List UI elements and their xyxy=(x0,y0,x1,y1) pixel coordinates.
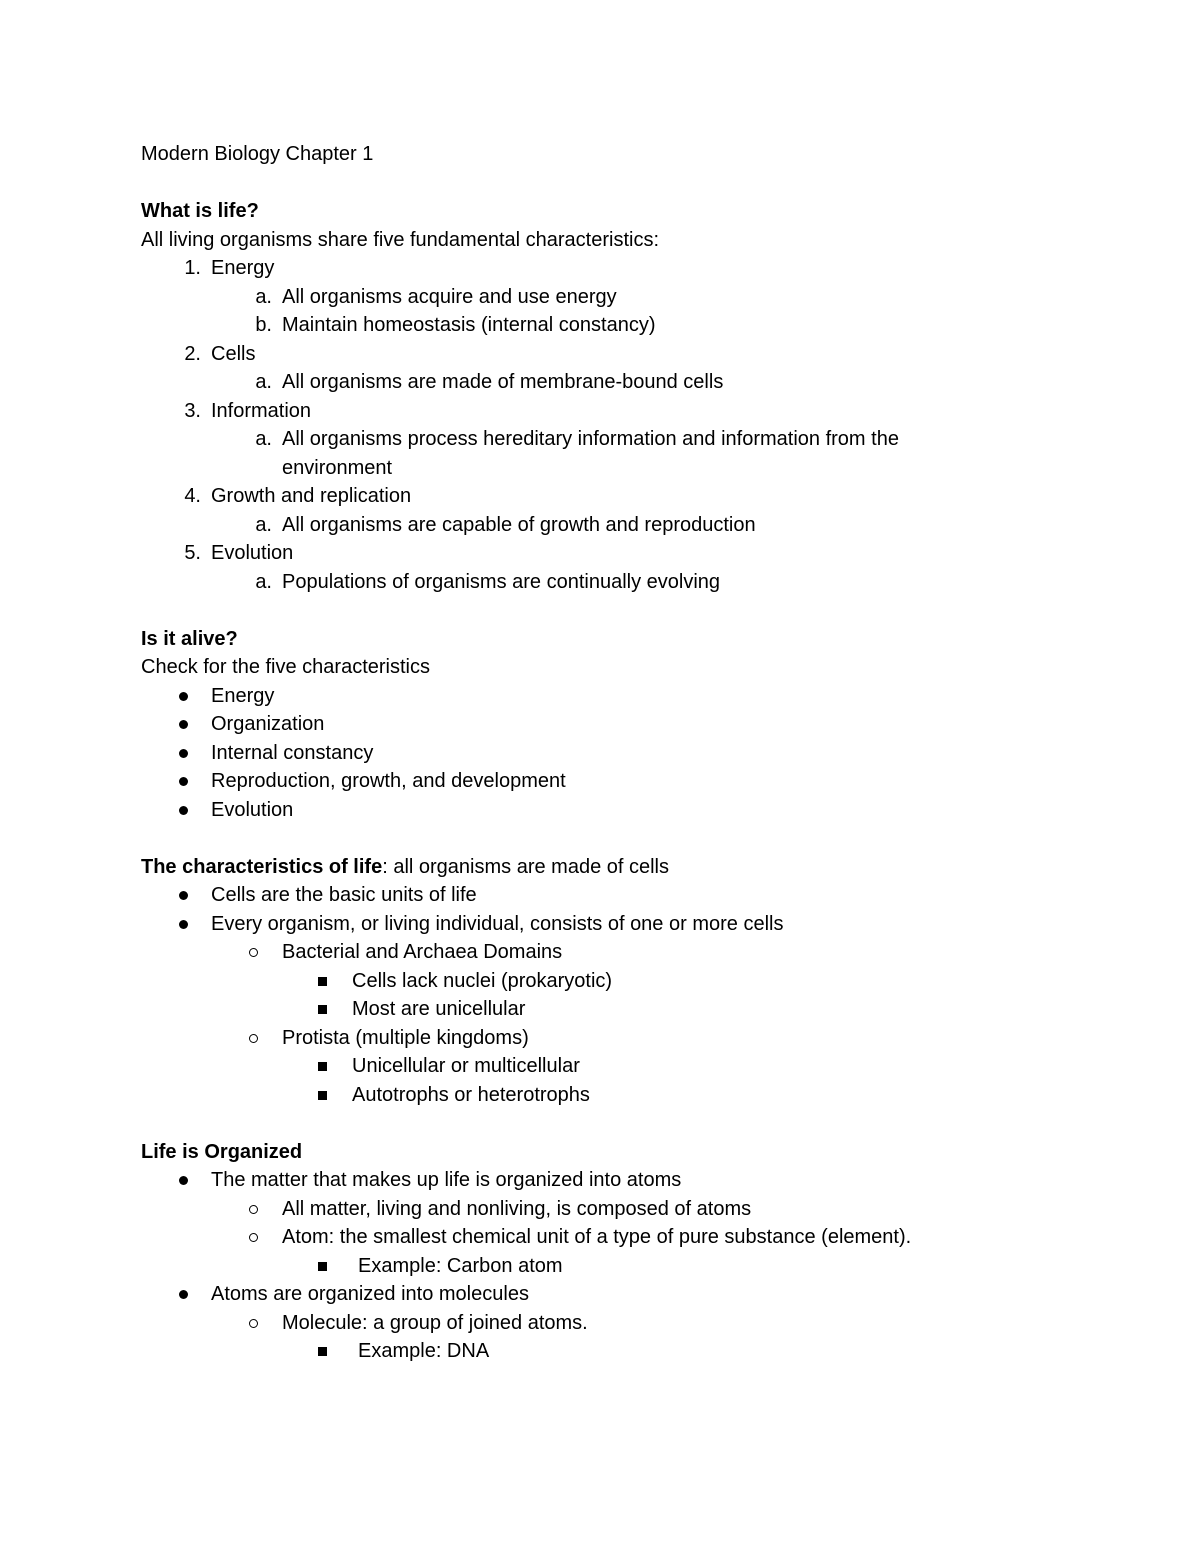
list-number: 1. xyxy=(184,257,201,279)
bullet-square-icon xyxy=(318,1005,327,1014)
lettered-item xyxy=(141,368,1101,397)
sub-sub-bullet-text: Example: Carbon atom xyxy=(358,1254,563,1277)
section-intro: Check for the five characteristics xyxy=(141,656,430,678)
bullet-dot-icon xyxy=(179,1290,188,1299)
bullet-text: Evolution xyxy=(211,798,294,821)
list-letter: a. xyxy=(255,285,272,308)
sub-sub-bullet-item xyxy=(141,1252,1101,1281)
bullet-dot-icon xyxy=(179,720,188,729)
lettered-item xyxy=(141,283,1101,312)
sub-bullet-item xyxy=(141,1223,1101,1252)
sub-bullet-item xyxy=(141,938,1101,967)
list-letter: a. xyxy=(255,428,272,450)
sub-sub-bullet-text: Autotrophs or heterotrophs xyxy=(352,1083,590,1106)
list-item-text: Maintain homeostasis (internal constancy) xyxy=(282,314,656,336)
bullet-circle-icon xyxy=(249,1319,258,1328)
sub-sub-bullet-item xyxy=(141,995,1101,1024)
sub-bullet-item xyxy=(141,1024,1101,1053)
list-letter: a. xyxy=(255,513,272,536)
bullet-item xyxy=(141,881,1101,910)
list-number: 3. xyxy=(184,399,201,422)
list-item-text: All organisms are made of membrane-bound cells xyxy=(282,371,724,393)
sub-bullet-item xyxy=(141,1309,1101,1338)
document-title: Modern Biology Chapter 1 xyxy=(141,143,374,165)
numbered-item xyxy=(141,539,1101,568)
list-item-text: Populations of organisms are continually evolving xyxy=(282,570,721,593)
bullet-text: Cells are the basic units of life xyxy=(211,884,477,906)
bullet-circle-icon xyxy=(249,948,258,957)
bullet-dot-icon xyxy=(179,692,188,701)
sub-bullet-text: All matter, living and nonliving, is composed of atoms xyxy=(282,1197,752,1220)
bullet-item xyxy=(141,682,1101,711)
bullet-dot-icon xyxy=(179,1176,188,1185)
bullet-circle-icon xyxy=(249,1233,258,1242)
sub-bullet-text: Bacterial and Archaea Domains xyxy=(282,941,563,963)
list-item-label: Growth and replication xyxy=(211,485,412,507)
list-item-text-continued: environment xyxy=(282,456,393,479)
bullet-text: Atoms are organized into molecules xyxy=(211,1283,529,1305)
section-heading-is-it-alive: Is it alive? xyxy=(141,627,238,650)
section-heading-characteristics xyxy=(141,853,1101,882)
sub-sub-bullet-text: Example: DNA xyxy=(358,1340,490,1362)
bullet-text: Every organism, or living individual, consists of one or more cells xyxy=(211,912,784,935)
bullet-item xyxy=(141,1280,1101,1309)
sub-sub-bullet-item xyxy=(141,1081,1101,1110)
lettered-item xyxy=(141,425,1101,454)
sub-sub-bullet-text: Cells lack nuclei (prokaryotic) xyxy=(352,969,613,992)
section-heading-life-is-organized: Life is Organized xyxy=(141,1140,303,1163)
bullet-square-icon xyxy=(318,1091,327,1100)
bullet-text: Energy xyxy=(211,684,275,707)
bullet-text: Organization xyxy=(211,713,325,735)
lettered-item xyxy=(141,311,1101,340)
bullet-circle-icon xyxy=(249,1205,258,1214)
list-item-text: All organisms acquire and use energy xyxy=(282,285,617,308)
bullet-dot-icon xyxy=(179,806,188,815)
bullet-item xyxy=(141,796,1101,825)
list-item-label: Evolution xyxy=(211,542,294,564)
sub-sub-bullet-item xyxy=(141,1337,1101,1366)
bullet-square-icon xyxy=(318,1062,327,1071)
lettered-item xyxy=(141,568,1101,597)
section-intro: All living organisms share five fundamental characteristics: xyxy=(141,228,659,251)
sub-bullet-text: Protista (multiple kingdoms) xyxy=(282,1026,529,1049)
bullet-square-icon xyxy=(318,1262,327,1271)
bullet-text: Reproduction, growth, and development xyxy=(211,770,566,792)
document-page xyxy=(141,140,1101,1366)
sub-sub-bullet-text: Unicellular or multicellular xyxy=(352,1055,580,1077)
sub-sub-bullet-item xyxy=(141,967,1101,996)
sub-bullet-text: Molecule: a group of joined atoms. xyxy=(282,1311,588,1334)
bullet-item xyxy=(141,710,1101,739)
bullet-dot-icon xyxy=(179,891,188,900)
list-number: 4. xyxy=(184,485,201,507)
bullet-square-icon xyxy=(318,977,327,986)
sub-bullet-item xyxy=(141,1195,1101,1224)
sub-bullet-text: Atom: the smallest chemical unit of a type of pure substance (element). xyxy=(282,1226,912,1248)
bullet-item xyxy=(141,767,1101,796)
bullet-item xyxy=(141,739,1101,768)
bullet-circle-icon xyxy=(249,1034,258,1043)
lettered-item xyxy=(141,511,1101,540)
list-letter: b. xyxy=(255,314,272,336)
list-item-text: All organisms process hereditary information and information from the xyxy=(282,428,899,450)
numbered-item xyxy=(141,254,1101,283)
sub-sub-bullet-item xyxy=(141,1052,1101,1081)
list-number: 5. xyxy=(184,542,201,564)
list-number: 2. xyxy=(184,342,201,365)
list-item-label: Energy xyxy=(211,257,275,279)
numbered-item xyxy=(141,340,1101,369)
lettered-item-continuation xyxy=(141,454,1101,483)
list-letter: a. xyxy=(255,570,272,593)
list-item-label: Cells xyxy=(211,342,256,365)
bullet-dot-icon xyxy=(179,777,188,786)
bullet-square-icon xyxy=(318,1347,327,1356)
bullet-item xyxy=(141,1166,1101,1195)
numbered-item xyxy=(141,397,1101,426)
section-heading-bold: The characteristics of life xyxy=(141,855,383,878)
bullet-text: Internal constancy xyxy=(211,741,374,764)
numbered-item xyxy=(141,482,1101,511)
sub-sub-bullet-text: Most are unicellular xyxy=(352,998,526,1020)
list-letter: a. xyxy=(255,371,272,393)
bullet-item xyxy=(141,910,1101,939)
bullet-text: The matter that makes up life is organized into atoms xyxy=(211,1169,682,1191)
section-heading-rest: : all organisms are made of cells xyxy=(382,855,669,878)
bullet-dot-icon xyxy=(179,749,188,758)
section-heading-what-is-life: What is life? xyxy=(141,200,259,222)
list-item-text: All organisms are capable of growth and reproduction xyxy=(282,513,756,536)
bullet-dot-icon xyxy=(179,920,188,929)
list-item-label: Information xyxy=(211,399,312,422)
